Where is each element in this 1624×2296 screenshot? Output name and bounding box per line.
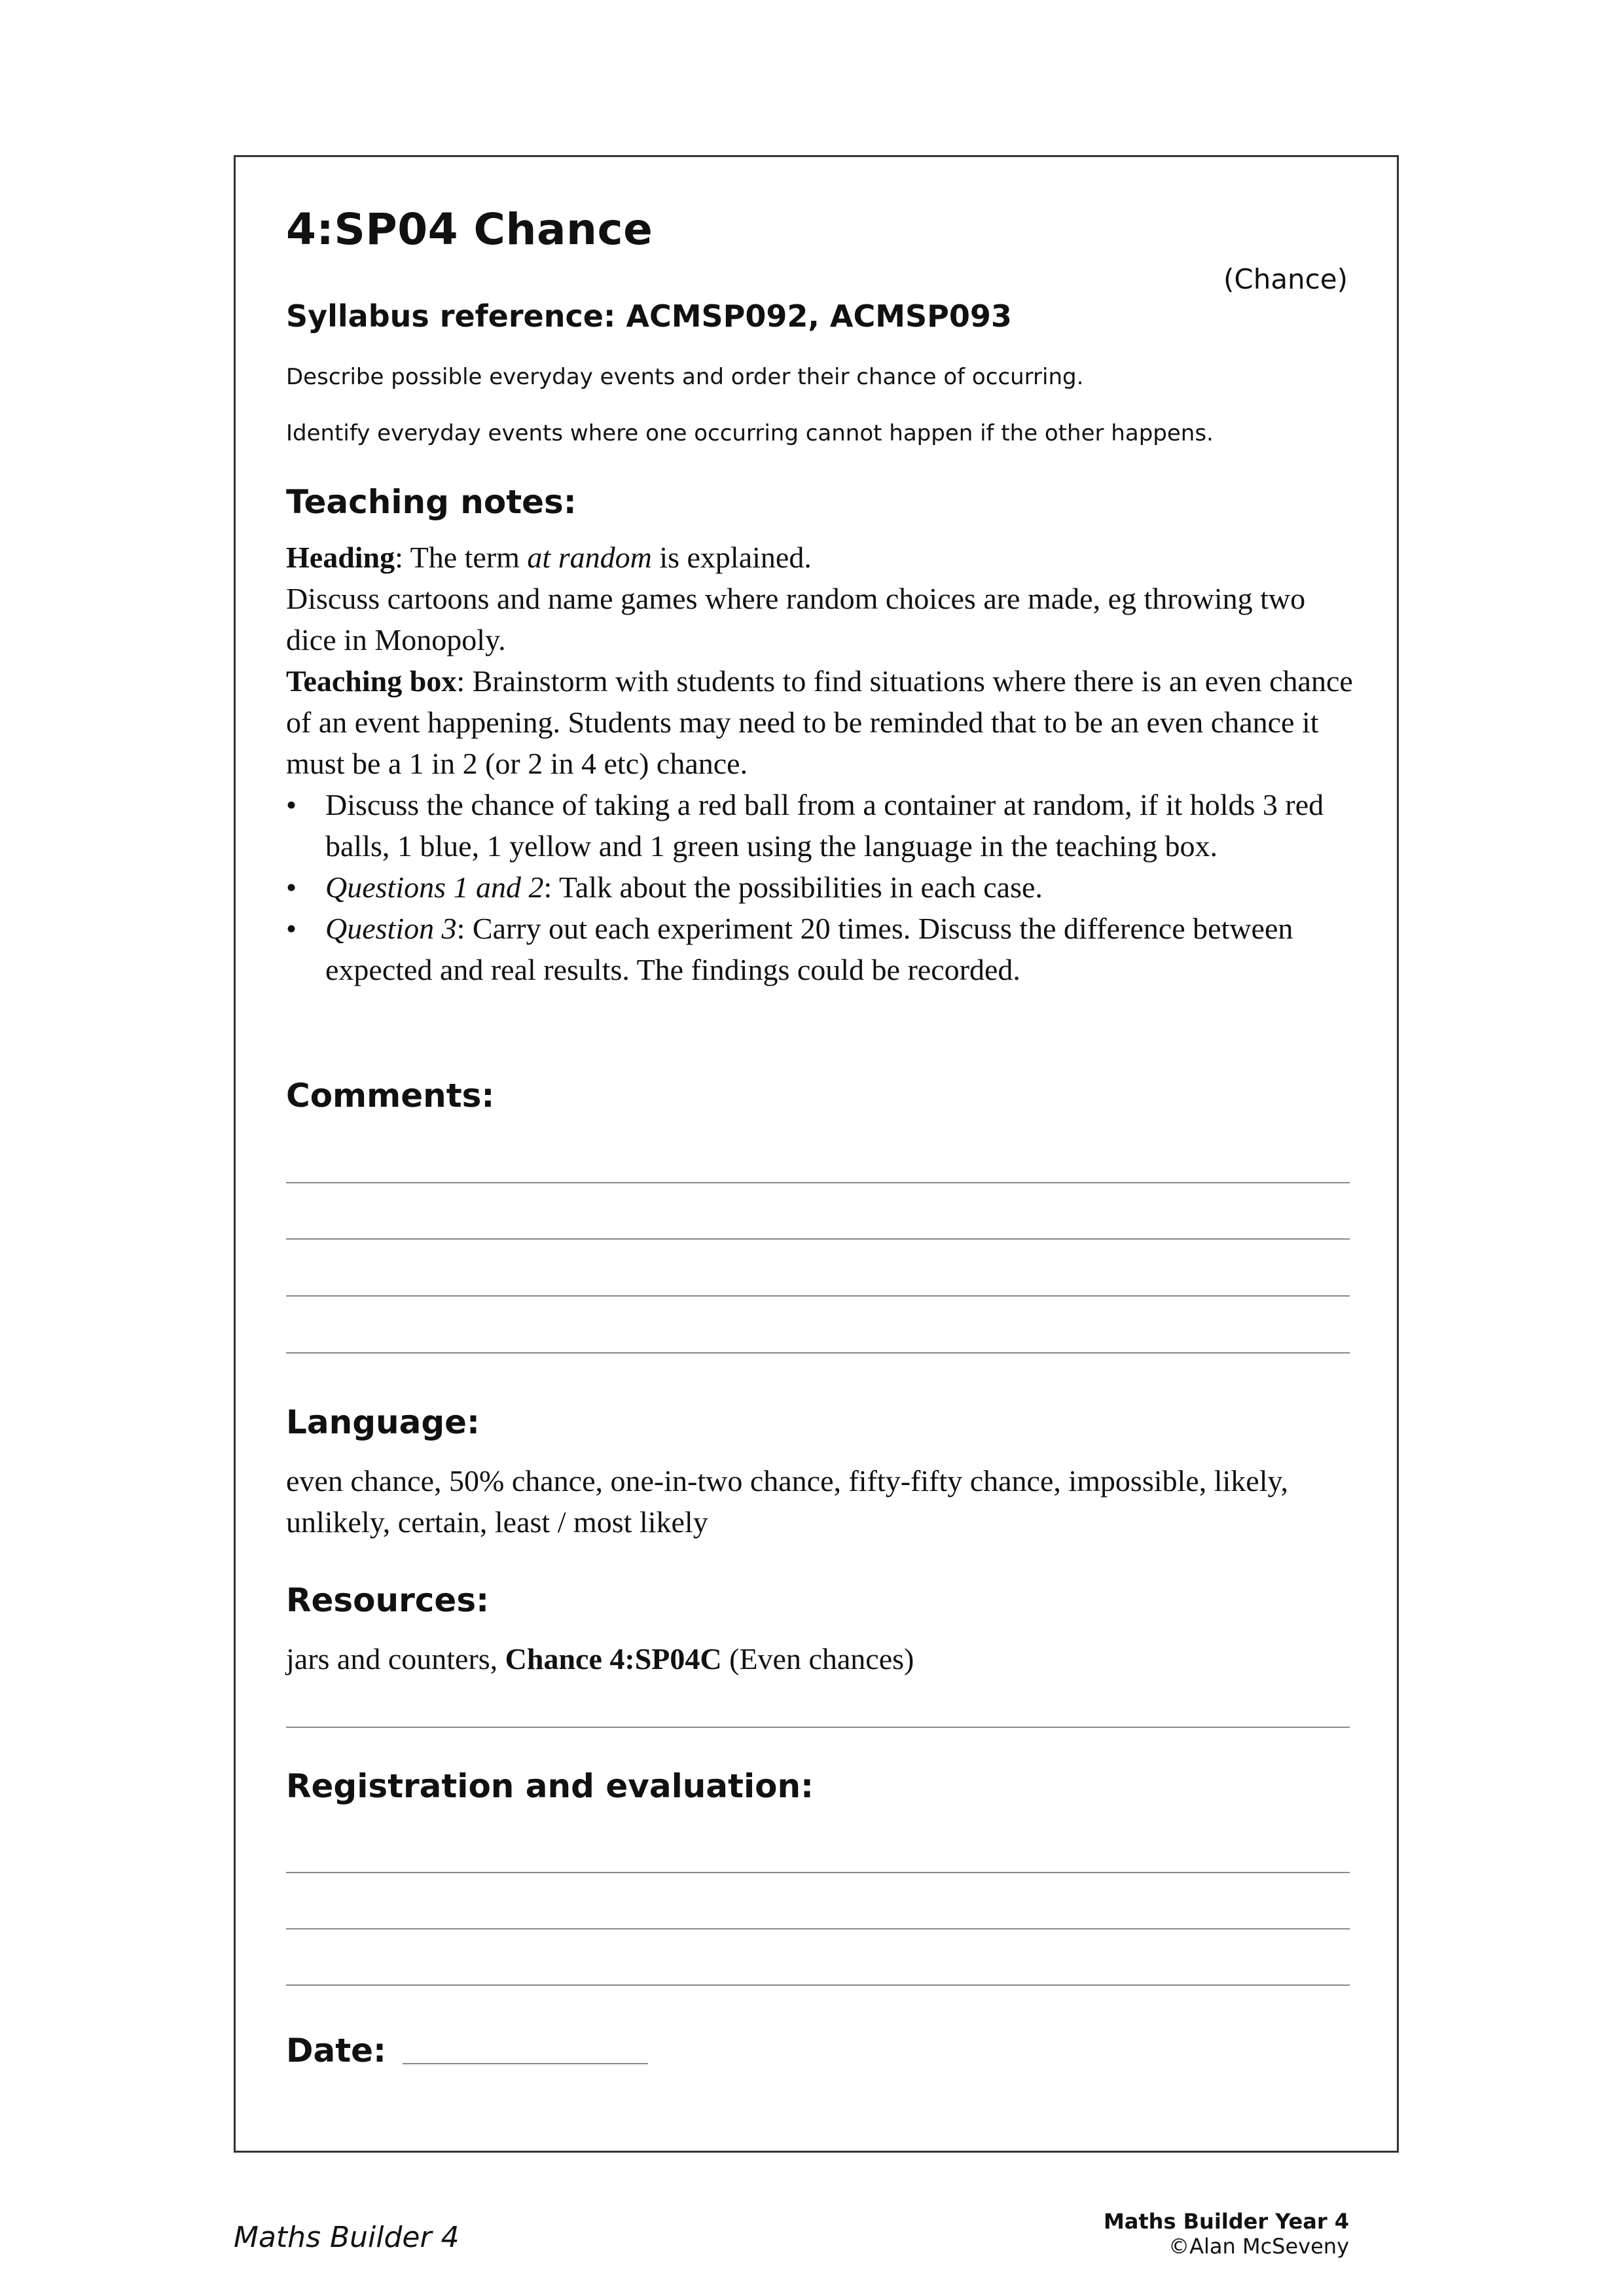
resources-bold: Chance 4:SP04C	[505, 1642, 722, 1676]
heading-label: Heading	[286, 541, 395, 574]
comments-line-3[interactable]	[286, 1295, 1350, 1297]
bullet-2-label: Questions 1 and 2	[325, 870, 544, 904]
heading-term: at random	[527, 541, 652, 574]
teaching-notes-body	[286, 537, 1353, 990]
syllabus-reference: Syllabus reference: ACMSP092, ACMSP093	[286, 298, 1012, 334]
comments-line-4[interactable]	[286, 1352, 1350, 1354]
resources-text-2: (Even chances)	[721, 1642, 914, 1676]
language-heading: Language:	[286, 1403, 480, 1441]
teaching-box-note	[286, 660, 1353, 784]
resources-heading: Resources:	[286, 1581, 490, 1619]
bullet-icon: •	[286, 870, 297, 904]
comments-line-2[interactable]	[286, 1238, 1350, 1240]
resources-text-1: jars and counters,	[286, 1642, 505, 1676]
heading-text-2: is explained.	[651, 541, 812, 574]
bullet-icon: •	[286, 912, 297, 945]
comments-heading: Comments:	[286, 1077, 495, 1115]
description-1: Describe possible everyday events and order their chance of occurring.	[286, 364, 1084, 390]
bullet-item-3	[286, 908, 1353, 990]
page-frame	[234, 155, 1399, 2153]
bullet-icon: •	[286, 788, 297, 821]
language-text: even chance, 50% chance, one-in-two chance, fifty-fifty chance, impossible, likely, unlikely, certain, least / most likely	[286, 1464, 1288, 1539]
registration-line-3[interactable]	[286, 1984, 1350, 1986]
teaching-bullets	[286, 784, 1353, 990]
comments-line-1[interactable]	[286, 1182, 1350, 1183]
date-line[interactable]	[403, 2063, 648, 2064]
bullet-item-2	[286, 867, 1353, 908]
strand-label: (Chance)	[1223, 263, 1348, 295]
discuss-note: Discuss cartoons and name games where random choices are made, eg throwing two dice in Monopoly.	[286, 582, 1306, 656]
description-2: Identify everyday events where one occurring cannot happen if the other happens.	[286, 420, 1214, 446]
footer-right-line-2: ©Alan McSeveny	[1168, 2234, 1349, 2259]
page-title: 4:SP04 Chance	[286, 204, 653, 255]
teaching-box-label: Teaching box	[286, 664, 457, 698]
resources-text	[286, 1638, 1353, 1679]
teaching-notes-heading: Teaching notes:	[286, 483, 577, 521]
date-label: Date:	[286, 2032, 387, 2070]
registration-line-2[interactable]	[286, 1928, 1350, 1929]
heading-note	[286, 537, 1353, 578]
resources-line[interactable]	[286, 1727, 1350, 1728]
bullet-3-label: Question 3	[325, 912, 457, 945]
teaching-box-text: : Brainstorm with students to find situations where there is an even chance of an event happening. Students may need to be reminded that to be an even chance it must be a 1 in 2 (or 2 in 4 etc) chance.	[286, 664, 1353, 780]
registration-line-1[interactable]	[286, 1872, 1350, 1873]
footer-right	[1104, 2209, 1349, 2259]
bullet-2-text: : Talk about the possibilities in each case.	[543, 870, 1043, 904]
footer-left: Maths Builder 4	[234, 2221, 460, 2254]
footer-right-line-1: Maths Builder Year 4	[1103, 2209, 1349, 2234]
registration-heading: Registration and evaluation:	[286, 1767, 814, 1805]
bullet-3-text: : Carry out each experiment 20 times. Discuss the difference between expected and real results. The findings could be recorded.	[325, 912, 1293, 986]
bullet-item-1	[286, 784, 1353, 867]
heading-text-1: : The term	[395, 541, 528, 574]
bullet-1-text: Discuss the chance of taking a red ball from a container at random, if it holds 3 red balls, 1 blue, 1 yellow and 1 green using the language in the teaching box.	[325, 788, 1324, 863]
